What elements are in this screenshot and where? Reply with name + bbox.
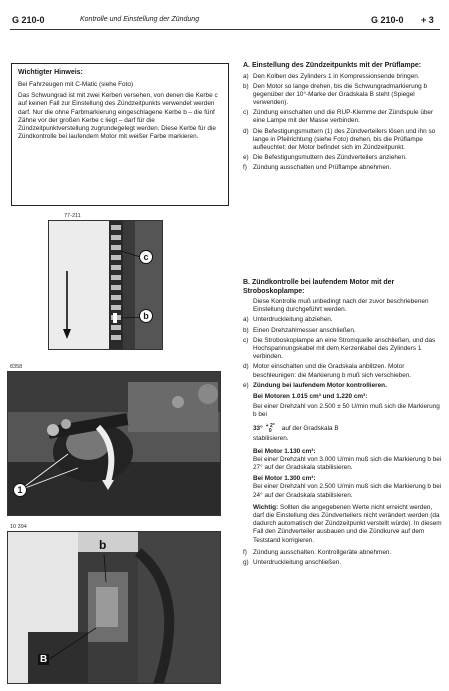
section-a-heading: A. Einstellung des Zündzeitpunkts mit der Prüflampe: [243,62,422,69]
section-b-item: g) Unterdruckleitung anschließen. [243,558,342,566]
figure-flywheel [48,220,163,350]
section-b-item: d) Motor einschalten und die Gradskala anblitzen. Motor beschleunigen: die Markierung b muß sich verschieben. [243,363,412,379]
degree-main: 33° [253,424,263,432]
warning-heading: Wichtig: [253,503,279,511]
degree-zero: 0 [268,428,272,434]
page-number [421,15,434,25]
section-b-intro: Diese Kontrolle muß unbedingt nach der zuvor beschriebenen Einstellung durchgeführt werden. [253,298,429,314]
motor2-heading: Bei Motor 1.130 cm³: [253,447,316,455]
section-a-item: a) Den Kolben des Zylinders 1 in Kompressionsende bringen. [243,72,420,80]
motor3-heading: Bei Motor 1.300 cm³: [253,475,316,483]
figure2-id: 8358 [10,364,23,370]
header-rule [10,29,440,30]
callout-1: 1 [13,483,27,497]
motor2-text: Bei einer Drehzahl von 3.000 U/min muß sich die Markierung b bei 27° auf der Gradskala stabilisieren. [253,455,442,472]
section-a-item: c) Zündung einschalten und die RUP-Klemme der Zündspule über eine Lampe mit der Masse verbinden. [243,109,434,125]
header-title: Kontrolle und Einstellung der Zündung [80,16,200,23]
section-a-item: b) Den Motor so lange drehen, bis die Schwungradmarkierung b gegenüber der 10°-Marke der Gradskala B steht (Spiegel verwenden). [243,82,428,107]
distributor-photo [8,372,221,516]
page-marker: + [421,15,427,25]
note-subtitle: Bei Fahrzeugen mit C-Matic (siehe Foto) [18,80,134,88]
page-number-value: 3 [428,15,434,25]
callout-c: c [139,250,153,264]
label-B-fig3: B [40,654,48,665]
section-a-item: d) Die Befestigungsmuttern (1) des Zündverteilers lösen und ihn so lange in Pfeilrichtung (siehe Foto) drehen, bis die Prüflampe aufleuchtet: der Motor befindet sich im Zündzeitpunkt. [243,127,436,152]
figure1-id: 77-211 [64,213,81,219]
note-box [11,63,229,206]
section-a-item: e) Die Befestigungsmuttern des Zündverteilers anziehen. [243,154,407,162]
section-b-item: c) Die Stroboskoplampe an eine Stromquelle anschließen, und das Hochspannungskabel mit dem Kerzenkabel des Zylinders 1 verbinden. [243,336,436,361]
header-code-right: G 210-0 [371,15,404,25]
motor1-heading: Bei Motoren 1.015 cm³ und 1.220 cm³: [253,392,368,400]
section-b-item: f) Zündung ausschalten. Kontrollgeräte abnehmen. [243,548,392,556]
degree-end: stabilisieren. [253,434,289,442]
label-b-fig3: b [99,538,107,552]
note-body: Das Schwungrad ist mit zwei Kerben versehen, von denen die Kerbe c auf keinen Fall zur Einstellung des Zündzeitpunkts verwendet werden darf. Nur die ohne Farbmarkierung eingeschlagene Kerbe b – die fünf Zähne vor der großen Kerbe c liegt – darf für die Zündzeitpunktverstellung zugrundegelegt werden. Diese Kerbe für die Zündkontrolle bei laufendem Motor mit weißer Farbe markieren. [18,92,218,141]
callout-b: b [139,309,153,323]
degree-rest: auf der Gradskala B [281,424,339,432]
figure-distributor [7,371,221,516]
note-title: Wichtigter Hinweis: [18,69,83,76]
motor1-text: Bei einer Drehzahl von 2.500 ± 50 U/min muß sich die Markierung b bei [253,403,440,419]
flywheel-photo [49,221,163,350]
section-b-heading: B. Zündkontrolle bei laufendem Motor mit der Stroboskoplampe: [243,279,395,295]
header-code-left: G 210-0 [12,15,45,25]
degree-plus: + 2° [265,422,275,429]
warning-paragraph [253,504,443,545]
section-b-item: a) Unterdruckleitung abziehen. [243,316,333,324]
section-b-item: e) Zündung bei laufendem Motor kontrollieren. [243,381,387,389]
section-b [243,279,443,567]
figure3-id: 10 394 [10,524,27,530]
degree-spec [253,424,443,435]
motor3-text: Bei einer Drehzahl von 2.500 U/min muß sich die Markierung b bei 24° auf der Gradskala stabilisieren. [253,483,442,499]
section-a-item: f) Zündung ausschalten und Prüflampe abnehmen. [243,164,392,172]
section-a [243,62,443,173]
section-b-item: b) Einen Drehzahlmesser anschließen. [243,326,356,334]
warning-text: Sollten die angegebenen Werte nicht erreicht werden, darf die Einstellung des Zündverteilers nicht verändert werden (da dadurch automatisch der Zündzeitpunkt verstellt würde). In diesem Fall den Zündverteiler ausbauen und die Zündkurve auf dem Teststand korrigieren. [253,503,442,544]
